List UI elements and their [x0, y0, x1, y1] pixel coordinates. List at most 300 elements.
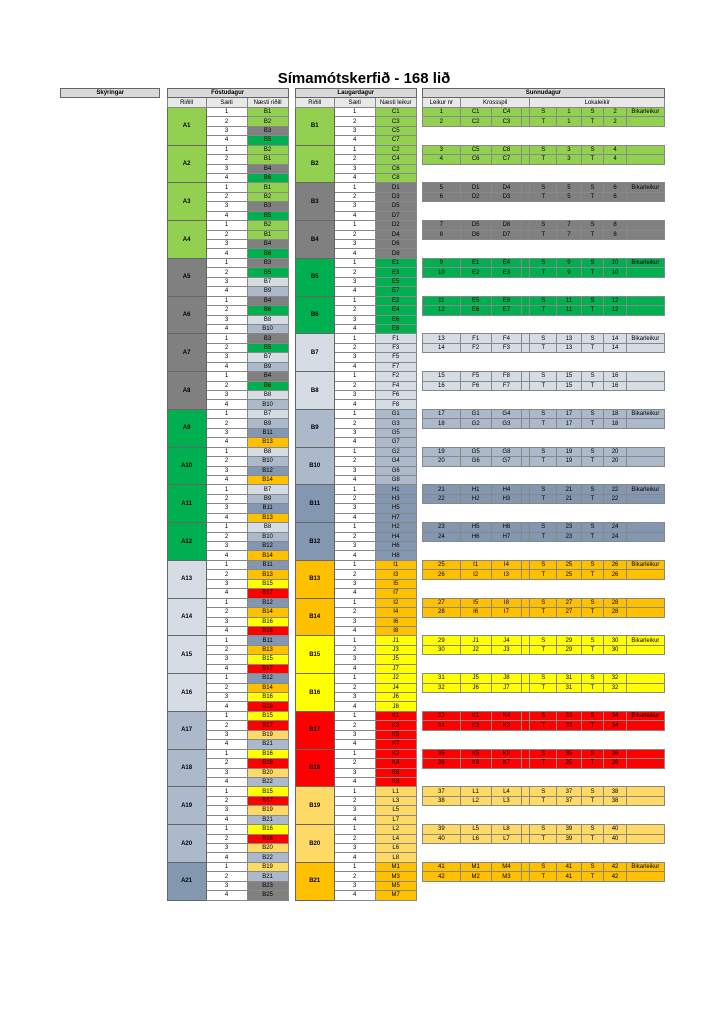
sat-next-game: D4 — [375, 230, 416, 239]
bikarleikur-label — [626, 787, 664, 796]
sun-empty — [422, 202, 664, 211]
sun-leikur-nr: 25 — [422, 560, 460, 569]
sat-saeti: 1 — [334, 296, 375, 305]
sun-gap — [522, 645, 530, 654]
spacer — [288, 409, 295, 418]
sun-kross-b: J4 — [491, 636, 522, 645]
sun-loka-n2: 4 — [604, 155, 627, 164]
sun-kross-b: G8 — [491, 447, 522, 456]
sun-empty — [422, 315, 664, 324]
fri-saeti: 2 — [206, 230, 247, 239]
group-row — [61, 721, 665, 730]
sat-saeti: 1 — [334, 334, 375, 343]
spacer — [288, 683, 295, 692]
sat-saeti: 3 — [334, 504, 375, 513]
sat-group-label: B13 — [295, 560, 334, 598]
sun-loka-st1: S — [530, 711, 557, 720]
sun-loka-st1: S — [530, 523, 557, 532]
sun-loka-st2: T — [581, 532, 604, 541]
fri-next-group: B7 — [247, 409, 288, 418]
sun-loka-st1: S — [530, 598, 557, 607]
sun-kross-a: C6 — [460, 155, 491, 164]
sun-gap — [522, 834, 530, 843]
spacer — [160, 542, 167, 551]
sun-empty — [422, 391, 664, 400]
spacer — [160, 306, 167, 315]
fri-saeti: 1 — [206, 485, 247, 494]
bikarleikur-label: Bikarleikur — [626, 258, 664, 267]
group-row — [61, 324, 665, 333]
fri-next-group: B14 — [247, 475, 288, 484]
fri-next-group: B12 — [247, 598, 288, 607]
sat-next-game: D5 — [375, 202, 416, 211]
group-row — [61, 249, 665, 258]
fri-saeti: 2 — [206, 494, 247, 503]
sat-saeti: 3 — [334, 730, 375, 739]
sat-next-game: I8 — [375, 626, 416, 635]
sun-leikur-nr: 5 — [422, 183, 460, 192]
bikarleikur-label — [626, 674, 664, 683]
sat-saeti: 2 — [334, 683, 375, 692]
fri-next-group: B2 — [247, 221, 288, 230]
sun-leikur-nr: 15 — [422, 372, 460, 381]
sun-loka-n2: 8 — [604, 230, 627, 239]
group-row — [61, 419, 665, 428]
sun-loka-n1: 23 — [557, 532, 582, 541]
fri-next-group: B15 — [247, 787, 288, 796]
sat-saeti: 1 — [334, 485, 375, 494]
bikarleikur-label: Bikarleikur — [626, 183, 664, 192]
bikarleikur-label — [626, 796, 664, 805]
sun-loka-n1: 33 — [557, 721, 582, 730]
bikarleikur-label: Bikarleikur — [626, 636, 664, 645]
sun-loka-st1: T — [530, 155, 557, 164]
sun-empty — [422, 655, 664, 664]
bikarleikur-label — [626, 872, 664, 881]
sun-kross-a: J1 — [460, 636, 491, 645]
sun-loka-st2: T — [581, 230, 604, 239]
fri-next-group: B21 — [247, 815, 288, 824]
notes-cell — [61, 296, 160, 305]
spacer — [160, 240, 167, 249]
sun-leikur-nr: 22 — [422, 494, 460, 503]
sat-saeti: 1 — [334, 825, 375, 834]
sun-loka-n1: 23 — [557, 523, 582, 532]
sun-gap — [522, 155, 530, 164]
group-row — [61, 494, 665, 503]
spacer — [288, 457, 295, 466]
fri-group-label: A3 — [167, 183, 206, 221]
group-row — [61, 126, 665, 135]
group-row — [61, 372, 665, 381]
spacer — [160, 334, 167, 343]
group-row — [61, 881, 665, 890]
spacer — [288, 391, 295, 400]
fri-next-group: B19 — [247, 806, 288, 815]
fri-saeti: 3 — [206, 617, 247, 626]
sun-kross-a: J5 — [460, 674, 491, 683]
sun-empty — [422, 853, 664, 862]
sun-kross-a: G2 — [460, 419, 491, 428]
group-row — [61, 504, 665, 513]
fri-group-label: A5 — [167, 258, 206, 296]
sun-leikur-nr: 41 — [422, 862, 460, 871]
bikarleikur-label — [626, 447, 664, 456]
fri-saeti: 3 — [206, 881, 247, 890]
group-row — [61, 466, 665, 475]
sun-empty — [422, 730, 664, 739]
sun-leikur-nr: 40 — [422, 834, 460, 843]
sun-kross-b: G7 — [491, 457, 522, 466]
sun-gap — [522, 796, 530, 805]
sun-loka-st1: S — [530, 221, 557, 230]
sun-empty — [422, 466, 664, 475]
fri-next-group: B13 — [247, 645, 288, 654]
group-row — [61, 428, 665, 437]
sun-leikur-nr: 21 — [422, 485, 460, 494]
fri-next-group: B5 — [247, 211, 288, 220]
sun-loka-n2: 14 — [604, 343, 627, 352]
sun-loka-st1: T — [530, 645, 557, 654]
sun-loka-n2: 12 — [604, 296, 627, 305]
fri-next-group: B17 — [247, 589, 288, 598]
sun-gap — [522, 872, 530, 881]
fri-next-group: B7 — [247, 353, 288, 362]
fri-saeti: 1 — [206, 409, 247, 418]
sat-col-saeti: Sæti — [334, 98, 375, 107]
notes-cell — [61, 579, 160, 588]
fri-group-label: A11 — [167, 485, 206, 523]
spacer — [288, 542, 295, 551]
spacer — [288, 136, 295, 145]
spacer — [160, 155, 167, 164]
fri-next-group: B6 — [247, 381, 288, 390]
fostudagur-header: Föstudagur — [167, 89, 288, 98]
fri-next-group: B9 — [247, 287, 288, 296]
fri-next-group: B20 — [247, 768, 288, 777]
fri-next-group: B4 — [247, 240, 288, 249]
sun-kross-b: F7 — [491, 381, 522, 390]
sun-loka-n1: 1 — [557, 117, 582, 126]
sun-gap — [522, 787, 530, 796]
spacer — [288, 796, 295, 805]
sun-kross-a: M2 — [460, 872, 491, 881]
group-row — [61, 834, 665, 843]
notes-cell — [61, 570, 160, 579]
sat-next-game: L6 — [375, 844, 416, 853]
spacer — [288, 428, 295, 437]
sat-next-game: H4 — [375, 532, 416, 541]
sat-saeti: 1 — [334, 372, 375, 381]
sat-saeti: 4 — [334, 626, 375, 635]
spacer — [288, 164, 295, 173]
spacer — [288, 645, 295, 654]
sun-loka-st2: S — [581, 523, 604, 532]
spacer — [288, 749, 295, 758]
sat-next-game: J7 — [375, 664, 416, 673]
group-row — [61, 815, 665, 824]
bikarleikur-label — [626, 155, 664, 164]
spacer — [160, 296, 167, 305]
sat-saeti: 4 — [334, 740, 375, 749]
fri-saeti: 2 — [206, 721, 247, 730]
sun-gap — [522, 117, 530, 126]
sun-loka-n1: 27 — [557, 608, 582, 617]
fri-saeti: 2 — [206, 796, 247, 805]
sun-loka-n2: 10 — [604, 268, 627, 277]
sun-gap — [522, 447, 530, 456]
sun-empty — [422, 617, 664, 626]
fri-next-group: B1 — [247, 107, 288, 116]
fri-group-label: A15 — [167, 636, 206, 674]
fri-col-naesti: Næsti riðill — [247, 98, 288, 107]
spacer — [160, 287, 167, 296]
sun-kross-b: D4 — [491, 183, 522, 192]
spacer — [160, 570, 167, 579]
group-row — [61, 155, 665, 164]
fri-next-group: B3 — [247, 126, 288, 135]
sun-empty — [422, 702, 664, 711]
group-row — [61, 759, 665, 768]
sat-group-label: B18 — [295, 749, 334, 787]
fri-saeti: 3 — [206, 768, 247, 777]
spacer — [160, 702, 167, 711]
sun-empty — [422, 504, 664, 513]
sun-leikur-nr: 8 — [422, 230, 460, 239]
sun-loka-st2: T — [581, 570, 604, 579]
sat-group-label: B19 — [295, 787, 334, 825]
sun-loka-st2: T — [581, 834, 604, 843]
fri-group-label: A7 — [167, 334, 206, 372]
sun-kross-a: E6 — [460, 306, 491, 315]
bikarleikur-label — [626, 598, 664, 607]
sun-loka-st2: T — [581, 645, 604, 654]
sat-next-game: F2 — [375, 372, 416, 381]
sun-loka-n2: 24 — [604, 523, 627, 532]
spacer — [288, 494, 295, 503]
fri-saeti: 2 — [206, 759, 247, 768]
sun-leikur-nr: 36 — [422, 759, 460, 768]
spacer — [160, 504, 167, 513]
fri-next-group: B19 — [247, 730, 288, 739]
sat-next-game: G4 — [375, 457, 416, 466]
sun-loka-n2: 26 — [604, 560, 627, 569]
sat-group-label: B14 — [295, 598, 334, 636]
sat-saeti: 3 — [334, 277, 375, 286]
sun-gap — [522, 711, 530, 720]
spacer — [288, 570, 295, 579]
group-row — [61, 268, 665, 277]
fri-group-label: A17 — [167, 711, 206, 749]
sun-loka-n1: 9 — [557, 258, 582, 267]
fri-saeti: 2 — [206, 343, 247, 352]
fri-next-group: B2 — [247, 192, 288, 201]
group-row — [61, 192, 665, 201]
group-row — [61, 306, 665, 315]
spacer — [288, 192, 295, 201]
fri-saeti: 4 — [206, 287, 247, 296]
sun-loka-st1: S — [530, 636, 557, 645]
sun-loka-n2: 26 — [604, 570, 627, 579]
sat-saeti: 2 — [334, 796, 375, 805]
sat-saeti: 4 — [334, 136, 375, 145]
sun-leikur-nr: 32 — [422, 683, 460, 692]
group-row — [61, 598, 665, 607]
sat-saeti: 1 — [334, 636, 375, 645]
spacer — [160, 825, 167, 834]
notes-cell — [61, 513, 160, 522]
bikarleikur-label — [626, 230, 664, 239]
sat-next-game: I3 — [375, 570, 416, 579]
sun-gap — [522, 598, 530, 607]
fri-next-group: B15 — [247, 579, 288, 588]
sun-kross-b: C3 — [491, 117, 522, 126]
fri-next-group: B13 — [247, 570, 288, 579]
sat-saeti: 3 — [334, 315, 375, 324]
spacer — [160, 617, 167, 626]
sun-col-loka: Lokaleikir — [530, 98, 665, 107]
sat-group-label: B8 — [295, 372, 334, 410]
notes-cell — [61, 504, 160, 513]
sat-next-game: C2 — [375, 145, 416, 154]
sat-group-label: B20 — [295, 825, 334, 863]
sat-next-game: I2 — [375, 598, 416, 607]
spacer — [288, 815, 295, 824]
sat-saeti: 3 — [334, 768, 375, 777]
sat-next-game: C8 — [375, 173, 416, 182]
notes-cell — [61, 730, 160, 739]
sat-saeti: 1 — [334, 787, 375, 796]
sun-leikur-nr: 3 — [422, 145, 460, 154]
spacer — [288, 560, 295, 569]
fri-saeti: 4 — [206, 702, 247, 711]
notes-cell — [61, 362, 160, 371]
sat-next-game: K6 — [375, 768, 416, 777]
group-row — [61, 853, 665, 862]
sun-empty — [422, 249, 664, 258]
spacer — [160, 759, 167, 768]
sun-loka-st1: T — [530, 494, 557, 503]
sat-next-game: F1 — [375, 334, 416, 343]
spacer — [288, 655, 295, 664]
bikarleikur-label — [626, 645, 664, 654]
sun-kross-b: L4 — [491, 787, 522, 796]
notes-cell — [61, 891, 160, 900]
sun-gap — [522, 636, 530, 645]
sun-loka-n1: 25 — [557, 560, 582, 569]
sun-loka-st1: T — [530, 834, 557, 843]
sun-gap — [522, 334, 530, 343]
fri-next-group: B21 — [247, 872, 288, 881]
sat-next-game: L5 — [375, 806, 416, 815]
sun-loka-st2: T — [581, 117, 604, 126]
spacer — [288, 221, 295, 230]
sun-loka-n2: 20 — [604, 457, 627, 466]
fri-saeti: 3 — [206, 806, 247, 815]
spacer — [288, 768, 295, 777]
schedule-table — [60, 88, 665, 901]
sun-loka-st2: S — [581, 825, 604, 834]
fri-next-group: B22 — [247, 853, 288, 862]
sun-gap — [522, 862, 530, 871]
spacer — [288, 475, 295, 484]
sun-kross-a: G5 — [460, 447, 491, 456]
fri-group-label: A18 — [167, 749, 206, 787]
fri-saeti: 2 — [206, 306, 247, 315]
fri-saeti: 1 — [206, 523, 247, 532]
fri-saeti: 4 — [206, 589, 247, 598]
notes-cell — [61, 853, 160, 862]
fri-next-group: B18 — [247, 626, 288, 635]
sat-saeti: 1 — [334, 447, 375, 456]
sun-loka-n1: 21 — [557, 494, 582, 503]
sun-kross-a: F5 — [460, 372, 491, 381]
fri-saeti: 3 — [206, 391, 247, 400]
sun-loka-n2: 16 — [604, 381, 627, 390]
sat-next-game: H5 — [375, 504, 416, 513]
sun-loka-st1: T — [530, 192, 557, 201]
bikarleikur-label: Bikarleikur — [626, 107, 664, 116]
notes-cell — [61, 240, 160, 249]
spacer — [288, 589, 295, 598]
fri-saeti: 4 — [206, 173, 247, 182]
sat-saeti: 3 — [334, 881, 375, 890]
sun-loka-n2: 34 — [604, 711, 627, 720]
fri-saeti: 2 — [206, 268, 247, 277]
fri-next-group: B2 — [247, 145, 288, 154]
fri-next-group: B21 — [247, 740, 288, 749]
fri-saeti: 2 — [206, 645, 247, 654]
sun-leikur-nr: 42 — [422, 872, 460, 881]
sun-loka-n1: 13 — [557, 334, 582, 343]
group-row — [61, 409, 665, 418]
spacer — [160, 183, 167, 192]
sun-leikur-nr: 1 — [422, 107, 460, 116]
sat-next-game: H3 — [375, 494, 416, 503]
sun-col-leikur: Leikur nr — [422, 98, 460, 107]
spacer — [160, 608, 167, 617]
sun-kross-a: I5 — [460, 598, 491, 607]
sun-loka-n1: 7 — [557, 230, 582, 239]
fri-next-group: B9 — [247, 419, 288, 428]
sat-next-game: E1 — [375, 258, 416, 267]
fri-next-group: B15 — [247, 655, 288, 664]
fri-saeti: 3 — [206, 730, 247, 739]
sun-gap — [522, 230, 530, 239]
sat-saeti: 2 — [334, 457, 375, 466]
sun-gap — [522, 258, 530, 267]
fri-saeti: 2 — [206, 608, 247, 617]
sat-next-game: G8 — [375, 475, 416, 484]
spacer — [288, 183, 295, 192]
bikarleikur-label — [626, 834, 664, 843]
spacer — [288, 343, 295, 352]
sat-next-game: G5 — [375, 428, 416, 437]
sat-saeti: 3 — [334, 693, 375, 702]
sun-loka-n2: 28 — [604, 608, 627, 617]
fri-group-label: A13 — [167, 560, 206, 598]
notes-cell — [61, 740, 160, 749]
sun-kross-b: E8 — [491, 296, 522, 305]
sat-group-label: B3 — [295, 183, 334, 221]
sun-loka-n1: 29 — [557, 636, 582, 645]
notes-cell — [61, 636, 160, 645]
sun-loka-st2: T — [581, 192, 604, 201]
sun-kross-a: D1 — [460, 183, 491, 192]
spacer — [160, 626, 167, 635]
fri-next-group: B18 — [247, 759, 288, 768]
sun-loka-n2: 4 — [604, 145, 627, 154]
